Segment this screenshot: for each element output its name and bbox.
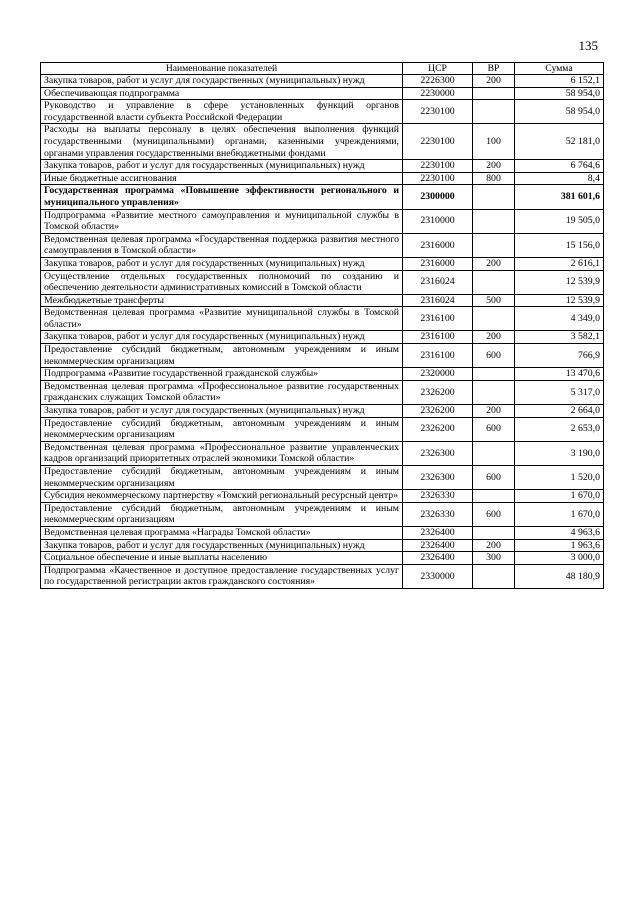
table-row xyxy=(41,160,604,173)
table-row xyxy=(41,552,604,565)
cell-vr xyxy=(473,526,515,539)
table-row xyxy=(41,100,604,124)
cell-name: Обеспечивающая подпрограмма xyxy=(41,87,403,100)
cell-sum: 12 539,9 xyxy=(515,270,604,294)
table-row xyxy=(41,209,604,233)
cell-name: Ведомственная целевая программа «Развитие муниципальной службы в Томской области» xyxy=(41,307,403,331)
cell-sum: 6 764,6 xyxy=(515,160,604,173)
cell-csr: 2326400 xyxy=(403,552,473,565)
cell-sum: 4 963,6 xyxy=(515,526,604,539)
table-row xyxy=(41,466,604,490)
table-row xyxy=(41,417,604,441)
page-number: 135 xyxy=(578,38,598,53)
cell-vr: 200 xyxy=(473,75,515,88)
cell-vr: 600 xyxy=(473,466,515,490)
table-header-row xyxy=(41,63,604,75)
table-row xyxy=(41,185,604,209)
cell-name: Ведомственная целевая программа «Профессиональное развитие государственных гражданских служащих Томской области» xyxy=(41,380,403,404)
cell-sum: 3 000,0 xyxy=(515,552,604,565)
cell-vr: 600 xyxy=(473,344,515,368)
cell-vr xyxy=(473,490,515,503)
table-row xyxy=(41,172,604,185)
cell-sum: 58 954,0 xyxy=(515,100,604,124)
cell-name: Подпрограмма «Качественное и доступное предоставление государственных услуг по государственной регистрации актов гражданского состояния» xyxy=(41,564,403,588)
cell-name: Иные бюджетные ассигнования xyxy=(41,172,403,185)
cell-name: Подпрограмма «Развитие местного самоуправления и муниципальной службы в Томской области» xyxy=(41,209,403,233)
table-row xyxy=(41,233,604,257)
budget-table xyxy=(40,62,604,589)
cell-vr xyxy=(473,100,515,124)
cell-name: Предоставление субсидий бюджетным, автономным учреждениям и иным некоммерческим организациям xyxy=(41,417,403,441)
cell-name: Закупка товаров, работ и услуг для государственных (муниципальных) нужд xyxy=(41,75,403,88)
cell-sum: 4 349,0 xyxy=(515,307,604,331)
cell-sum: 58 954,0 xyxy=(515,87,604,100)
cell-vr: 600 xyxy=(473,502,515,526)
cell-sum: 2 653,0 xyxy=(515,417,604,441)
cell-vr xyxy=(473,380,515,404)
cell-vr xyxy=(473,87,515,100)
cell-name: Ведомственная целевая программа «Профессиональное развитие управленческих кадров организаций приоритетных отраслей экономики Томской области» xyxy=(41,441,403,465)
cell-csr: 2230100 xyxy=(403,160,473,173)
table-row xyxy=(41,307,604,331)
cell-sum: 1 963,6 xyxy=(515,539,604,552)
cell-sum: 13 470,6 xyxy=(515,368,604,381)
cell-csr: 2326200 xyxy=(403,405,473,418)
cell-vr: 200 xyxy=(473,405,515,418)
cell-sum: 381 601,6 xyxy=(515,185,604,209)
cell-name: Руководство и управление в сфере установленных функций органов государственной власти субъекта Российской Федерации xyxy=(41,100,403,124)
cell-csr: 2230100 xyxy=(403,100,473,124)
cell-name: Закупка товаров, работ и услуг для государственных (муниципальных) нужд xyxy=(41,539,403,552)
cell-name: Социальное обеспечение и иные выплаты населению xyxy=(41,552,403,565)
cell-name: Расходы на выплаты персоналу в целях обеспечения выполнения функций государственными (муниципальными) органами, казенными учреждениями, органами управления государственными внебюджетными фондами xyxy=(41,124,403,160)
cell-vr xyxy=(473,564,515,588)
table-row xyxy=(41,331,604,344)
cell-vr: 100 xyxy=(473,124,515,160)
cell-vr: 300 xyxy=(473,552,515,565)
cell-csr: 2326400 xyxy=(403,526,473,539)
table-row xyxy=(41,368,604,381)
cell-vr xyxy=(473,209,515,233)
cell-sum: 1 520,0 xyxy=(515,466,604,490)
cell-sum: 15 156,0 xyxy=(515,233,604,257)
cell-name: Подпрограмма «Развитие государственной гражданской службы» xyxy=(41,368,403,381)
cell-csr: 2226300 xyxy=(403,75,473,88)
cell-csr: 2316100 xyxy=(403,344,473,368)
cell-sum: 5 317,0 xyxy=(515,380,604,404)
cell-name: Субсидия некоммерческому партнерству «Томский региональный ресурсный центр» xyxy=(41,490,403,503)
cell-csr: 2230100 xyxy=(403,172,473,185)
cell-vr xyxy=(473,368,515,381)
header-csr: ЦСР xyxy=(403,63,473,75)
cell-csr: 2316000 xyxy=(403,233,473,257)
cell-csr: 2230100 xyxy=(403,124,473,160)
cell-csr: 2326300 xyxy=(403,441,473,465)
cell-csr: 2326200 xyxy=(403,417,473,441)
cell-csr: 2316100 xyxy=(403,307,473,331)
cell-sum: 19 505,0 xyxy=(515,209,604,233)
cell-name: Закупка товаров, работ и услуг для государственных (муниципальных) нужд xyxy=(41,331,403,344)
header-sum: Сумма xyxy=(515,63,604,75)
table-row xyxy=(41,564,604,588)
table-row xyxy=(41,490,604,503)
cell-csr: 2326400 xyxy=(403,539,473,552)
table-row xyxy=(41,502,604,526)
cell-name: Закупка товаров, работ и услуг для государственных (муниципальных) нужд xyxy=(41,257,403,270)
cell-vr: 500 xyxy=(473,294,515,307)
table-row xyxy=(41,124,604,160)
cell-csr: 2316000 xyxy=(403,257,473,270)
cell-sum: 2 664,0 xyxy=(515,405,604,418)
cell-csr: 2326330 xyxy=(403,502,473,526)
cell-csr: 2330000 xyxy=(403,564,473,588)
cell-sum: 766,9 xyxy=(515,344,604,368)
header-vr: ВР xyxy=(473,63,515,75)
cell-sum: 52 181,0 xyxy=(515,124,604,160)
table-row xyxy=(41,87,604,100)
cell-vr: 800 xyxy=(473,172,515,185)
table-row xyxy=(41,344,604,368)
cell-vr xyxy=(473,441,515,465)
cell-vr xyxy=(473,307,515,331)
cell-sum: 12 539,9 xyxy=(515,294,604,307)
cell-name: Предоставление субсидий бюджетным, автономным учреждениям и иным некоммерческим организациям xyxy=(41,344,403,368)
cell-sum: 8,4 xyxy=(515,172,604,185)
cell-name: Ведомственная целевая программа «Государственная поддержка развития местного самоуправления в Томской области» xyxy=(41,233,403,257)
table-row xyxy=(41,294,604,307)
cell-vr xyxy=(473,185,515,209)
table-row xyxy=(41,380,604,404)
cell-sum: 1 670,0 xyxy=(515,490,604,503)
cell-csr: 2320000 xyxy=(403,368,473,381)
cell-name: Предоставление субсидий бюджетным, автономным учреждениям и иным некоммерческим организациям xyxy=(41,502,403,526)
table-body xyxy=(41,75,604,589)
table-row xyxy=(41,405,604,418)
table-row xyxy=(41,539,604,552)
cell-name: Закупка товаров, работ и услуг для государственных (муниципальных) нужд xyxy=(41,405,403,418)
table-row xyxy=(41,441,604,465)
cell-vr xyxy=(473,233,515,257)
cell-name: Закупка товаров, работ и услуг для государственных (муниципальных) нужд xyxy=(41,160,403,173)
table-row xyxy=(41,75,604,88)
cell-csr: 2326330 xyxy=(403,490,473,503)
cell-csr: 2326300 xyxy=(403,466,473,490)
cell-name: Ведомственная целевая программа «Награды Томской области» xyxy=(41,526,403,539)
cell-vr: 200 xyxy=(473,331,515,344)
cell-sum: 3 582,1 xyxy=(515,331,604,344)
table-row xyxy=(41,526,604,539)
cell-name: Предоставление субсидий бюджетным, автономным учреждениям и иным некоммерческим организациям xyxy=(41,466,403,490)
header-name: Наименование показателей xyxy=(41,63,403,75)
cell-name: Государственная программа «Повышение эффективности регионального и муниципального управления» xyxy=(41,185,403,209)
cell-csr: 2316100 xyxy=(403,331,473,344)
cell-csr: 2316024 xyxy=(403,270,473,294)
cell-vr: 600 xyxy=(473,417,515,441)
cell-vr: 200 xyxy=(473,160,515,173)
cell-sum: 2 616,1 xyxy=(515,257,604,270)
cell-csr: 2310000 xyxy=(403,209,473,233)
cell-vr xyxy=(473,270,515,294)
cell-name: Осуществление отдельных государственных полномочий по созданию и обеспечению деятельности административных комиссий в Томской области xyxy=(41,270,403,294)
cell-vr: 200 xyxy=(473,257,515,270)
cell-name: Межбюджетные трансферты xyxy=(41,294,403,307)
cell-vr: 200 xyxy=(473,539,515,552)
cell-csr: 2316024 xyxy=(403,294,473,307)
table-row xyxy=(41,270,604,294)
cell-sum: 3 190,0 xyxy=(515,441,604,465)
cell-sum: 1 670,0 xyxy=(515,502,604,526)
cell-csr: 2326200 xyxy=(403,380,473,404)
cell-csr: 2230000 xyxy=(403,87,473,100)
table-row xyxy=(41,257,604,270)
cell-csr: 2300000 xyxy=(403,185,473,209)
cell-sum: 48 180,9 xyxy=(515,564,604,588)
cell-sum: 6 152,1 xyxy=(515,75,604,88)
